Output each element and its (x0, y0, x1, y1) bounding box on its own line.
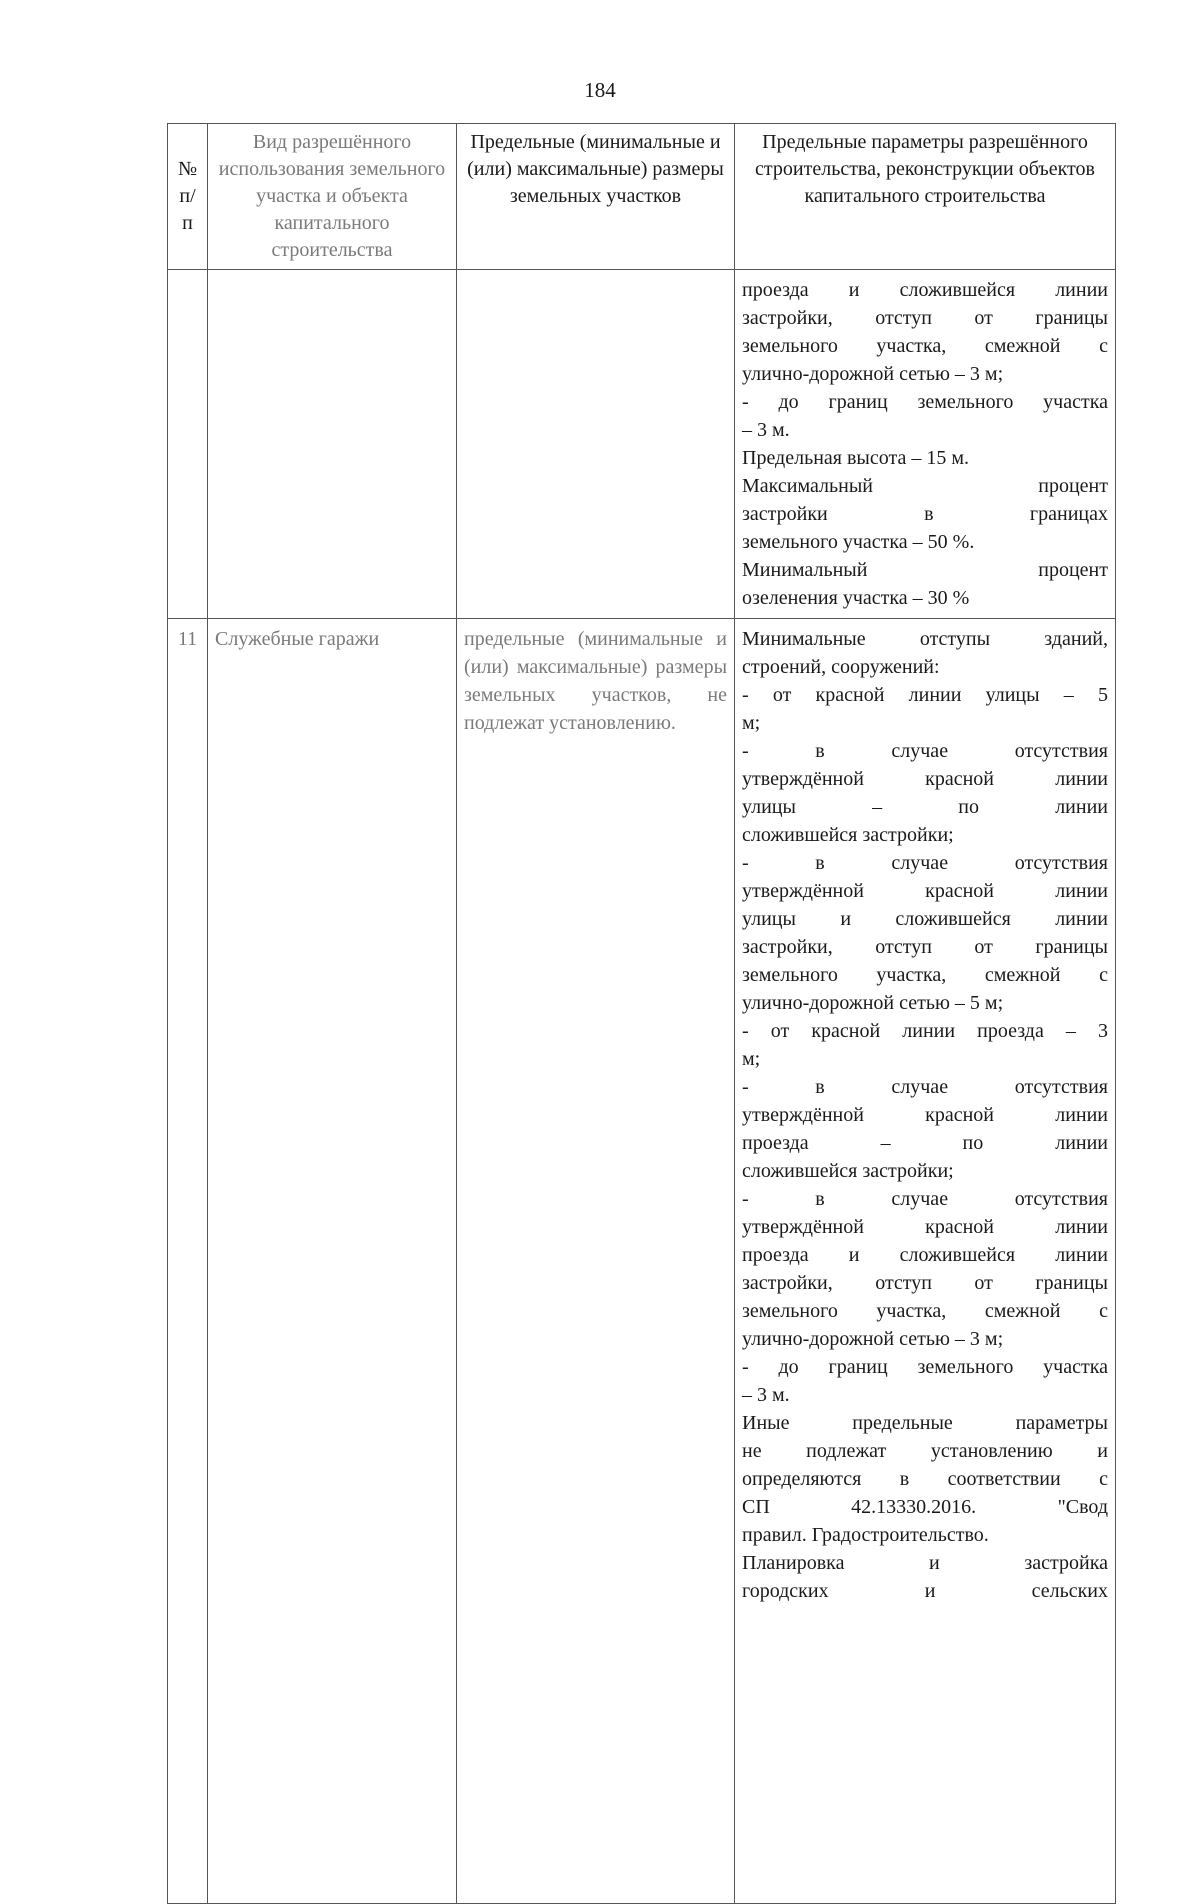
table-row-continuation (168, 270, 1116, 619)
params-line: утверждённой красной линии (742, 1104, 1108, 1126)
params-line: СП 42.13330.2016. "Свод (742, 1496, 1108, 1518)
params-line: проезда и сложившейся линии (742, 279, 1108, 301)
params-line: улицы и сложившейся линии (742, 908, 1108, 930)
params-line: земельного участка, смежной с (742, 964, 1108, 986)
cell-size: предельные (минимальные и (или) максимальные) размеры земельных участков, не подлежат установлению. (457, 619, 735, 1904)
table-row-11 (168, 619, 1116, 1904)
params-line: правил. Градостроительство. (742, 1524, 989, 1546)
cell-kind: Служебные гаражи (208, 619, 457, 1904)
params-line: застройки в границах (742, 503, 1108, 525)
params-line: озеленения участка – 30 % (742, 587, 970, 609)
cell-kind (208, 270, 457, 619)
params-line: утверждённой красной линии (742, 1216, 1108, 1238)
params-line: городских и сельских (742, 1580, 1108, 1602)
params-line: Минимальный процент (742, 559, 1108, 581)
params-line: не подлежат установлению и (742, 1440, 1108, 1462)
params-line: - от красной линии улицы – 5 (742, 684, 1108, 706)
params-line: утверждённой красной линии (742, 880, 1108, 902)
regulations-table (167, 123, 1116, 1904)
params-line: м; (742, 1048, 761, 1070)
params-line: м; (742, 712, 761, 734)
params-line: улично-дорожной сетью – 3 м; (742, 1328, 1004, 1350)
params-line: застройки, отступ от границы (742, 1272, 1108, 1294)
params-line: Максимальный процент (742, 475, 1108, 497)
params-line: утверждённой красной линии (742, 768, 1108, 790)
params-line: улично-дорожной сетью – 3 м; (742, 363, 1004, 385)
params-line: земельного участка, смежной с (742, 1300, 1108, 1322)
params-line: земельного участка, смежной с (742, 335, 1108, 357)
params-line: проезда и сложившейся линии (742, 1244, 1108, 1266)
params-line: проезда – по линии (742, 1132, 1108, 1154)
params-line: Минимальные отступы зданий, (742, 628, 1108, 650)
params-line: - в случае отсутствия (742, 1076, 1108, 1098)
params-line: - в случае отсутствия (742, 740, 1108, 762)
params-line: сложившейся застройки; (742, 824, 954, 846)
header-kind: Вид разрешённого использования земельного участка и объекта капитального строительства (208, 124, 457, 270)
header-size: Предельные (минимальные и (или) максимальные) размеры земельных участков (457, 124, 735, 270)
params-line: - до границ земельного участка (742, 1356, 1108, 1378)
params-line: - до границ земельного участка (742, 391, 1108, 413)
cell-params (735, 270, 1116, 619)
table-header-row (168, 124, 1116, 270)
params-line: земельного участка – 50 %. (742, 531, 975, 553)
params-line: Планировка и застройка (742, 1552, 1108, 1574)
params-line: - в случае отсутствия (742, 852, 1108, 874)
header-num: № п/п (168, 124, 208, 270)
params-line: – 3 м. (742, 419, 790, 441)
params-line: сложившейся застройки; (742, 1160, 954, 1182)
cell-params (735, 619, 1116, 1904)
params-line: строений, сооружений: (742, 656, 940, 678)
page-number: 184 (584, 78, 616, 102)
header-params: Предельные параметры разрешённого строительства, реконструкции объектов капитального строительства (735, 124, 1116, 270)
params-line: Предельная высота – 15 м. (742, 447, 970, 469)
cell-size (457, 270, 735, 619)
params-line: - от красной линии проезда – 3 (742, 1020, 1108, 1042)
params-line: застройки, отступ от границы (742, 936, 1108, 958)
cell-num (168, 270, 208, 619)
params-line: – 3 м. (742, 1384, 790, 1406)
params-line: застройки, отступ от границы (742, 307, 1108, 329)
params-line: улично-дорожной сетью – 5 м; (742, 992, 1004, 1014)
params-line: Иные предельные параметры (742, 1412, 1108, 1434)
params-line: улицы – по линии (742, 796, 1108, 818)
params-line: определяются в соответствии с (742, 1468, 1108, 1490)
params-line: - в случае отсутствия (742, 1188, 1108, 1210)
cell-num: 11 (168, 619, 208, 1904)
